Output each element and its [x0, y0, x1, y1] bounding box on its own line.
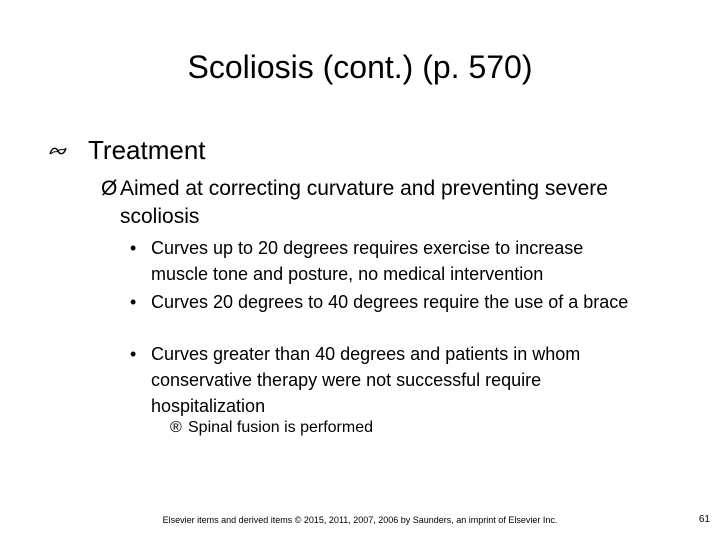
bullet-marker: •: [130, 292, 137, 312]
bullet-level2-text: Aimed at correcting curvature and preventing severe scoliosis: [120, 177, 608, 228]
bullet-level3: [130, 289, 640, 315]
bullet-level3-text: Curves 20 degrees to 40 degrees require the use of a brace: [151, 292, 629, 312]
bullet-level2: [101, 175, 621, 231]
bullet-level3: [130, 235, 640, 287]
bullet-level3-text: Curves up to 20 degrees requires exercise to increase muscle tone and posture, no medical intervention: [151, 238, 584, 284]
bullet-level3: [130, 341, 640, 419]
bullet-level4: [170, 417, 373, 439]
bullet-marker: •: [130, 238, 137, 258]
slide-title: Scoliosis (cont.) (p. 570): [187, 49, 533, 85]
leaf-icon: [48, 134, 68, 166]
bullet-marker: ®: [170, 419, 182, 436]
copyright-footer: Elsevier items and derived items © 2015, 2011, 2007, 2006 by Saunders, an imprint of Elsevier Inc.: [162, 515, 558, 525]
bullet-level3-text: Curves greater than 40 degrees and patients in whom conservative therapy were not successful require hospitalization: [151, 344, 581, 416]
arrow-marker: Ø: [101, 177, 118, 200]
bullet-level4-text: Spinal fusion is performed: [188, 419, 373, 436]
bullet-marker: •: [130, 344, 137, 364]
bullet-level1-label: Treatment: [88, 135, 206, 165]
page-number: 61: [698, 514, 710, 525]
